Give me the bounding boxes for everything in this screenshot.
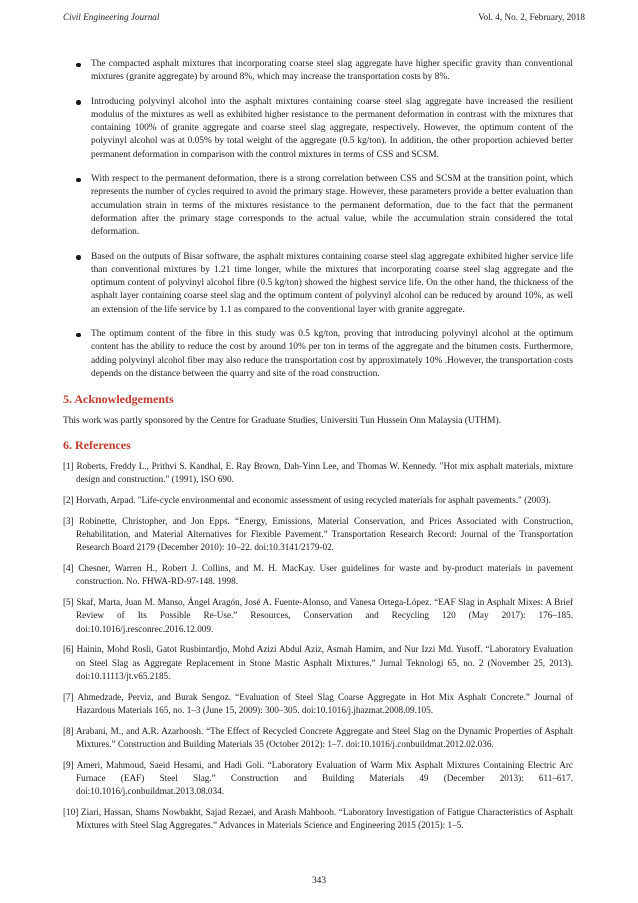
volume-info: Vol. 4, No. 2, February, 2018 [478,12,585,22]
reference-item: [4] Chesner, Warren H., Robert J. Collins, and M. H. MacKay. User guidelines for waste and by-product materials in pavement construction. No. FHWA-RD-97-148. 1998. [63,563,573,587]
reference-item: [10] Ziari, Hassan, Shams Nowbakht, Sajad Rezaei, and Arash Mahboob. “Laboratory Investigation of Fatigue Characteristics of Asphalt Mixtures with Steel Slag Aggregates.” Advances in Materials Science and Engineering 2015 (2015): 1–5. [63,806,573,831]
reference-item: [6] Hainin, Mohd Rosli, Gatot Rusbintardjo, Mohd Azizi Abdul Aziz, Asmah Hamim, and Nur Izzi Md. Yusoff. “Laboratory Evaluation on Steel Slag as Aggregate Replacement in Stone Mastic Asphalt Mixtures.” Jurnal Teknologi 65, no. 2 (November 25, 2013). doi:10.11113/jt.v65.2185. [63,644,574,681]
reference-item: [9] Ameri, Mahmoud, Saeid Hesami, and Hadi Goli. “Laboratory Evaluation of Warm Mix Asphalt Mixtures Containing Electric Arc Furnace (EAF) Steel Slag.” Construction and Building Materials 49 (December 2013): 611–617. doi:10.1016/j.conbuildmat.2013.08.034. [63,759,573,797]
bullet-icon [76,333,81,338]
conclusions-list [63,58,573,381]
bullet-icon [76,100,81,105]
conclusion-item: Introducing polyvinyl alcohol into the asphalt mixtures containing coarse steel slag aggregate have increased the resilient modulus of the mixtures as well as exhibited higher resistance to the permanent deformation in contrast with the mixtures that containing 100% of granite aggregate and coarse steel slag aggregate, respectively. However, the optimum content of the polyvinyl alcohol was at 0.05% by total weight of the aggregate (0.5 kg/ton). In addition, the other proportion achieved better permanent deformation in comparison with the control mixtures in terms of CSS and SCSM. [63,96,573,162]
conclusion-item: Based on the outputs of Bisar software, the asphalt mixtures containing coarse steel slag aggregate exhibited higher service life than conventional mixtures by 1.21 time longer, while the mixtures that incorporating coarse steel slag aggregate and the optimum content of polyvinyl alcohol fibre (0.5 kg/ton) showed the highest service life. On the other hand, the thickness of the asphalt layer containing coarse steel slag and the optimum content of polyvinyl alcohol can be reduced by around 10%, as well an extension of the life service by 1.1 as compared to the conventional layer with granite aggregate. [63,251,573,317]
references-heading: 6. References [63,438,131,453]
reference-item: [1] Roberts, Freddy L., Prithvi S. Kandhal, E. Ray Brown, Dah-Yinn Lee, and Thomas W. Kennedy. "Hot mix asphalt materials, mixture design and construction." (1991), ISO 690. [63,461,574,485]
reference-item: [5] Skaf, Marta, Juan M. Manso, Ángel Aragón, José A. Fuente-Alonso, and Vanesa Ortega-López. “EAF Slag in Asphalt Mixes: A Brief Review of Its Possible Re-Use.” Resources, Conservation and Recycling 120 (May 2017): 176–185. doi:10.1016/j.resconrec.2016.12.009. [63,597,574,634]
reference-item: [8] Arabani, M., and A.R. Azarhoosh. “The Effect of Recycled Concrete Aggregate and Steel Slag on the Dynamic Properties of Asphalt Mixtures.” Construction and Building Materials 35 (October 2012): 1–7. doi:10.1016/j.conbuildmat.2012.02.036. [63,725,573,749]
journal-name: Civil Engineering Journal [63,12,160,22]
conclusion-item: With respect to the permanent deformation, there is a strong correlation between CSS and SCSM at the transition point, which represents the number of cycles required to avoid the primary stage. However, these parameters provide a better evaluation than accumulation strain in terms of the mixtures resistance to the permanent deformation, due to the fact that the permanent deformation after the primary stage corresponds to the actual value, while the accumulation strain considered the total deformation. [63,173,573,239]
reference-item: [7] Ahmedzade, Perviz, and Burak Sengoz. “Evaluation of Steel Slag Coarse Aggregate in Hot Mix Asphalt Concrete.” Journal of Hazardous Materials 165, no. 1–3 (June 15, 2009): 300–305. doi:10.1016/j.jhazmat.2008.09.105. [63,691,573,715]
bullet-icon [76,63,81,68]
bullet-icon [76,255,81,260]
page-number: 343 [311,876,327,886]
reference-item: [2] Horvath, Arpad. "Life-cycle environmental and economic assessment of using recycled materials for asphalt pavements." (2003). [63,495,551,506]
conclusion-item: The compacted asphalt mixtures that incorporating coarse steel slag aggregate have higher specific gravity than conventional mixtures (granite aggregate) by around 8%, which may increase the transportation costs by 8%. [63,58,573,85]
acknowledgements-text: This work was partly sponsored by the Centre for Graduate Studies, Universiti Tun Hussein Onn Malaysia (UTHM). [63,416,501,427]
acknowledgements-heading: 5. Acknowledgements [63,392,174,407]
bullet-icon [76,178,81,183]
reference-item: [3] Robinette, Christopher, and Jon Epps. “Energy, Emissions, Material Conservation, and Prices Associated with Construction, Rehabilitation, and Material Alternatives for Flexible Pavement.” Transportation Research Record: Journal of the Transportation Research Board 2179 (December 2010): 10–22. doi:10.3141/2179-02. [63,516,573,553]
conclusion-item: The optimum content of the fibre in this study was 0.5 kg/ton, proving that introducing polyvinyl alcohol at the optimum content has the ability to reduce the cost by around 10% per ton in terms of the aggregate and the bitumen costs. Furthermore, adding polyvinyl alcohol fiber may also reduce the transportation cost by approximately 10% .However, the transportation costs depends on the distance between the quarry and site of the road construction. [63,328,573,381]
references-list [63,460,573,832]
running-header [63,12,585,26]
main-content [63,58,573,840]
